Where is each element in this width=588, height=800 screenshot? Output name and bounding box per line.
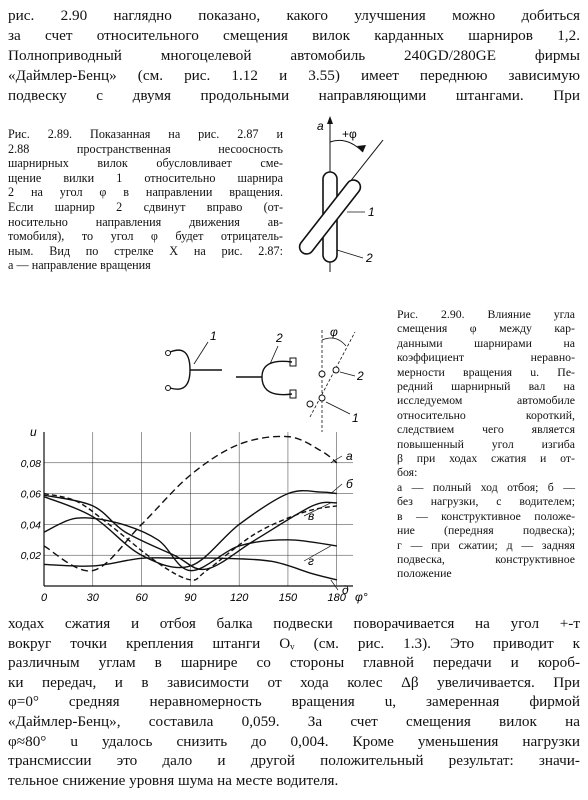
- caption-line: смещения φ между кар-: [397, 321, 575, 336]
- pin-icon: [319, 371, 325, 377]
- label-two: 2: [276, 331, 283, 345]
- x-axis-label: φ°: [355, 590, 368, 604]
- y-tick-label: 0,06: [20, 488, 41, 501]
- label-two: 2: [357, 369, 364, 383]
- caption-line: подвеска, конструктивное: [397, 551, 575, 566]
- fig-2-90-caption: [397, 307, 575, 581]
- top-line-1: рис. 2.90 наглядно показано, какого улучшения можно добиться: [8, 7, 580, 24]
- caption-line: данными шарнирами на: [397, 335, 575, 350]
- caption-line: без нагрузки, с водителем;: [397, 494, 575, 509]
- bottom-line-4: ки передач, и в зависимости от хода колес Δβ увеличивается. При: [8, 673, 580, 691]
- caption-line: Рис. 2.89. Показанная на рис. 2.87 и: [8, 127, 283, 141]
- angle-arc: [322, 338, 346, 346]
- caption-line: следствием чего является: [397, 422, 575, 437]
- bottom-line-6: «Даймлер-Бенц», составила 0,059. За счет смещения вилок на: [8, 712, 580, 730]
- caption-line: мерности вращения u. Пе-: [397, 364, 575, 379]
- label-one: 1: [352, 411, 359, 425]
- pin-icon: [307, 401, 313, 407]
- caption-line: г — при сжатии; д — задняя: [397, 537, 575, 552]
- caption-line: ным. Вид по стрелке X на рис. 2.87:: [8, 243, 283, 258]
- caption-line: 2 на угол φ в направлении вращения.: [8, 185, 283, 200]
- bottom-line-2: вокруг точки крепления штанги Oᵥ (см. рис. 1.3). Это приводит к: [8, 634, 580, 652]
- caption-line: томобиля), то угол φ будет отрицатель-: [8, 229, 283, 244]
- label-phi: φ: [330, 325, 338, 339]
- series-leader: [331, 484, 342, 494]
- series-label: б: [346, 477, 353, 491]
- arrow-head-icon: [327, 116, 333, 124]
- caption-line: в — конструктивное положе-: [397, 508, 575, 523]
- yoke-1-icon: [170, 350, 190, 389]
- x-tick-label: 0: [40, 592, 48, 604]
- top-line-3: Полноприводный многоцелевой автомобиль 240GD/280GE фирмы: [8, 47, 580, 64]
- pin-icon: [166, 351, 171, 356]
- caption-line: носительно направления движения ав-: [8, 214, 283, 229]
- leader-line: [337, 250, 363, 258]
- fig-2-89-caption: [8, 127, 283, 273]
- y-tick-label: 0,08: [20, 457, 41, 470]
- series-label: в: [308, 509, 315, 523]
- caption-line: редний шарнирный вал на: [397, 379, 575, 394]
- bottom-line-8: трансмиссии это дало и другой положительный результат: значи-: [8, 752, 580, 770]
- caption-line: β при ходах сжатия и от-: [397, 451, 575, 466]
- x-tick-label: 60: [135, 592, 148, 604]
- leader-line: [340, 372, 355, 376]
- caption-line: a — полный ход отбоя; б —: [397, 479, 575, 494]
- caption-line: Рис. 2.90. Влияние угла: [397, 307, 575, 321]
- x-tick-label: 180: [327, 592, 346, 604]
- x-tick-label: 120: [229, 592, 249, 604]
- bottom-line-7: φ≈80° u удалось снизить до 0,004. Кроме уменьшения нагрузки: [8, 732, 580, 750]
- chart-axes: [21, 425, 368, 604]
- y-tick-label: 0,04: [20, 519, 41, 532]
- label-phi: +φ: [342, 127, 357, 141]
- series-label: г: [308, 554, 314, 568]
- x-tick-label: 150: [278, 592, 298, 604]
- top-line-2: за счет относительного смещения вилок карданных шарниров 1,2.: [8, 27, 580, 44]
- label-one: 1: [210, 329, 217, 343]
- bottom-line-5: φ=0° средняя неравномерность вращения u, замеренная фирмой: [8, 693, 580, 711]
- pin-icon: [319, 395, 325, 401]
- x-tick-label: 90: [184, 592, 197, 604]
- leader-line: [194, 342, 208, 364]
- top-line-5: подвеску с двумя продольными направляющими штангами. При: [8, 87, 580, 104]
- top-paragraph: [8, 6, 580, 106]
- chart-curves: [44, 436, 354, 597]
- top-line-4: «Даймлер-Бенц» (см. рис. 1.12 и 3.55) имеет переднюю зависимую: [8, 67, 580, 84]
- label-a: a: [317, 119, 324, 133]
- caption-line: Если шарнир 2 сдвинут вправо (от-: [8, 199, 283, 214]
- caption-line: ние (передняя подвеска);: [397, 523, 575, 538]
- bottom-line-9: тельное снижение уровня шума на месте водителя.: [8, 771, 339, 789]
- x-tick-label: 30: [86, 592, 99, 604]
- label-one: 1: [368, 205, 375, 219]
- caption-line: щение вилки 1 относительно шарнира: [8, 170, 283, 185]
- caption-line: исследуемом автомобиле: [397, 393, 575, 408]
- caption-line: повышенный угол изгиба: [397, 436, 575, 451]
- caption-line: 2.88 пространственная несоосность: [8, 141, 283, 156]
- leader-line: [326, 402, 350, 414]
- fig-2-89-diagram: [285, 112, 405, 277]
- yoke-2-icon: [262, 361, 292, 394]
- caption-line: относительно короткий,: [397, 407, 575, 422]
- caption-line: боя:: [397, 465, 418, 480]
- y-axis-label: u: [30, 425, 37, 439]
- series-label: a: [346, 449, 353, 463]
- pin-icon: [166, 386, 171, 391]
- caption-line: положение: [397, 566, 452, 581]
- caption-line: коэффициент неравно-: [397, 350, 575, 365]
- y-tick-label: 0,02: [20, 550, 41, 563]
- bottom-line-3: различным углам в шарнире со стороны главной передачи и короб-: [8, 654, 580, 672]
- pin-icon: [333, 367, 339, 373]
- coefficient-chart: [8, 420, 373, 610]
- caption-line: a — направление вращения: [8, 258, 151, 273]
- bottom-line-1: ходах сжатия и отбоя балка подвески поворачивается на угол +-т: [8, 615, 580, 632]
- bottom-paragraph: [8, 614, 580, 790]
- series-label: д: [342, 583, 349, 597]
- caption-line: шарнирных вилок обусловливает сме-: [8, 156, 283, 171]
- label-two: 2: [366, 251, 373, 265]
